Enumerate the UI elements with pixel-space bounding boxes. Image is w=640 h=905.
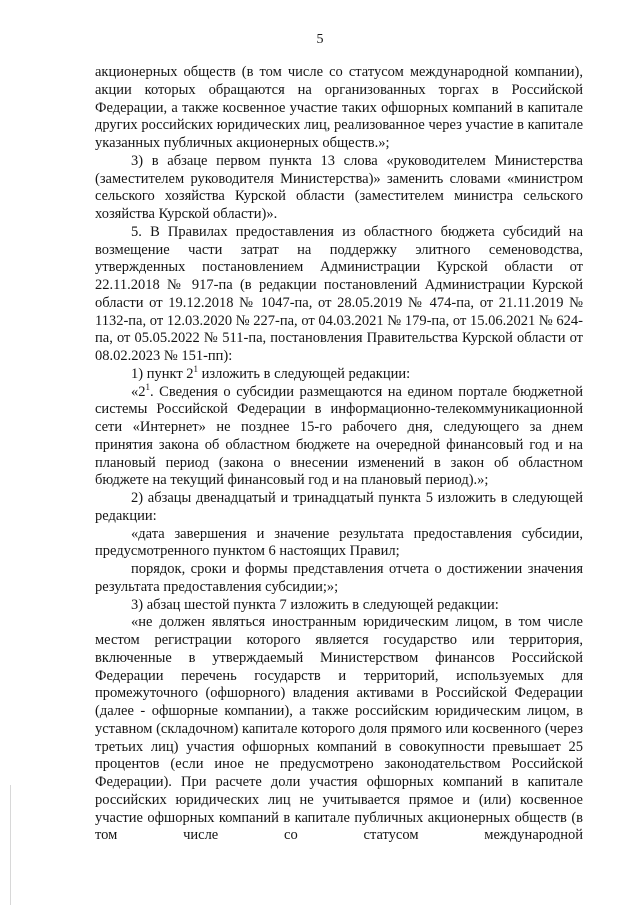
paragraph-item-1-clause-2-1: [95, 363, 583, 384]
page-number: 5: [316, 32, 324, 47]
scan-edge-line: [10, 785, 11, 905]
paragraph-text-before: 1) пункт 2: [131, 365, 194, 382]
document-body: [95, 64, 583, 845]
paragraph-text-before: «2: [131, 383, 146, 400]
paragraph-new-abzac-12: «дата завершения и значение результата предоставления субсидии, предусмотренного пунктом 6 настоящих Правил;: [95, 525, 583, 560]
paragraph-section-5-intro: 5. В Правилах предоставления из областного бюджета субсидий на возмещение части затрат на поддержку элитного семеноводства, утвержденных постановлением Администрации Курской области от 22.11.2018 № 917-па (в редакции постановлений Администрации Курской области от 19.12.2018 № 1047-па, от 28.05.2019 № 474-па, от 21.11.2019 № 1132-па, от 12.03.2020 № 227-па, от 04.03.2021 № 179-па, от 15.06.2021 № 624-па, от 05.05.2022 № 511-па, постановления Правительства Курской области от 08.02.2023 № 151-пп):: [95, 223, 583, 364]
paragraph-new-abzac-13: порядок, сроки и формы представления отчета о достижении значения результата предоставления субсидии;»;: [95, 561, 583, 595]
paragraph-item-3-clause-7: 3) абзац шестой пункта 7 изложить в следующей редакции:: [131, 596, 499, 613]
paragraph-new-clause-2-1: [95, 381, 583, 491]
superscript-index: 1: [193, 363, 199, 374]
paragraph-text-after: . Сведения о субсидии размещаются на едином портале бюджетной системы Российской Федерации в информационно-телекоммуникационной сети «Интернет» не позднее 15-го рабочего дня, следующего за днем принятия закона об областном бюджете на очередной финансовый год и на плановый период (закона о внесении изменений в закон об областном бюджете на текущий финансовый год и на плановый период).»;: [95, 383, 583, 489]
paragraph-text-after: изложить в следующей редакции:: [198, 365, 411, 382]
paragraph-item-2-clause-5: 2) абзацы двенадцатый и тринадцатый пункта 5 изложить в следующей редакции:: [95, 490, 583, 524]
paragraph-item-3-clause-13: 3) в абзаце первом пункта 13 слова «руководителем Министерства (заместителем руководителя Министерства)» заменить словами «министром сельского хозяйства Курской области (заместителем министра сельского хозяйства Курской области)».: [95, 152, 583, 222]
paragraph-new-abzac-6: «не должен являться иностранным юридическим лицом, в том числе местом регистрации которого является государство или территория, включенные в утверждаемый Министерством финансов Российской Федерации перечень государств и территорий, используемых для промежуточного (офшорного) владения активами в Российской Федерации (далее - офшорные компании), а также российским юридическим лицом, в уставном (складочном) капитале которого доля прямого или косвенного (через третьих лиц) участия офшорных компаний в совокупности превышает 25 процентов (если иное не предусмотрено законодательством Российской Федерации). При расчете доли участия офшорных компаний в капитале российских юридических лиц не учитывается прямое и (или) косвенное участие офшорных компаний в капитале публичных акционерных обществ (в том числе со статусом международной: [95, 614, 583, 844]
superscript-index: 1: [145, 381, 150, 392]
paragraph-continuation: акционерных обществ (в том числе со статусом международной компании), акции которых обращаются на организованных торгах в Российской Федерации, а также косвенное участие таких офшорных компаний в капитале других российских юридических лиц, реализованное через участие в капитале указанных публичных акционерных обществ.»;: [95, 64, 583, 151]
